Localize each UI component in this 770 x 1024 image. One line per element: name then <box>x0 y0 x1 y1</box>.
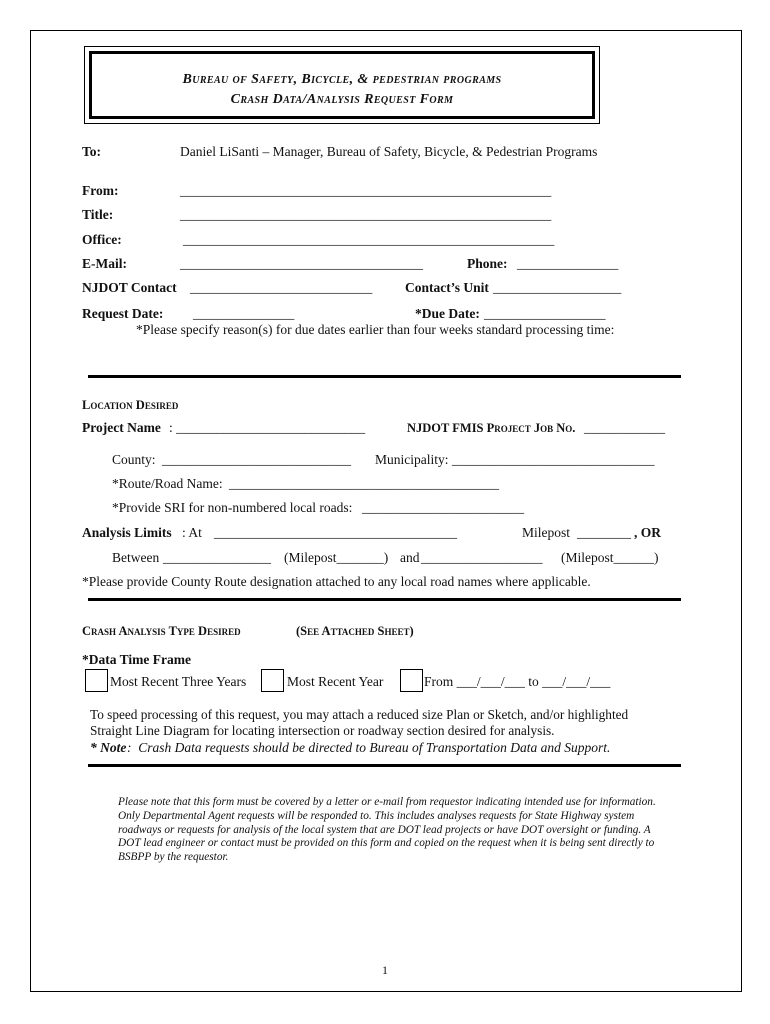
phone-field[interactable]: _______________ <box>517 256 619 271</box>
project-name-field[interactable]: : ____________________________ <box>169 420 366 435</box>
municipality-label: Municipality: <box>375 452 449 467</box>
three-years-label: Most Recent Three Years <box>110 674 247 689</box>
from-field[interactable]: _______________________________________________________ <box>180 183 552 198</box>
project-name-label: Project Name <box>82 420 161 435</box>
request-policy-note: Please note that this form must be covered by a letter or e-mail from requestor indicating intended use for information. Only Departmental Agent requests will be responded to. This includes analyses requests for State Highway system roadways or requests for analysis of the local system that are DOT lead projects or have DOT oversight or funding. A DOT lead engineer or contact must be provided on this form and copied on the request when it is being sent directly to BSBPP by the requestor. <box>118 796 656 864</box>
and-field[interactable]: __________________ <box>421 550 543 565</box>
bureau-title: Bureau of Safety, Bicycle, & pedestrian programs <box>182 72 502 87</box>
note-text: : Crash Data requests should be directed to Bureau of Transportation Data and Support. <box>127 740 611 755</box>
municipality-field[interactable]: ______________________________ <box>452 452 655 467</box>
speed-processing-text-2: Straight Line Diagram for locating intersection or roadway section desired for analysis. <box>90 723 555 738</box>
recent-year-label: Most Recent Year <box>287 674 384 689</box>
njdot-contact-label: NJDOT Contact <box>82 280 177 295</box>
location-heading: Location Desired <box>82 398 179 412</box>
email-label: E-Mail: <box>82 256 127 271</box>
section-divider <box>88 375 681 378</box>
milepost-field[interactable]: ________ <box>577 525 631 540</box>
speed-processing-text: To speed processing of this request, you may attach a reduced size Plan or Sketch, and/or highlighted <box>90 707 629 722</box>
form-title-box <box>84 46 600 124</box>
email-field[interactable]: ____________________________________ <box>180 256 423 271</box>
date-range-label: From ___/___/___ to ___/___/___ <box>424 674 611 689</box>
form-title: Crash Data/Analysis Request Form <box>230 92 454 107</box>
due-date-field[interactable]: __________________ <box>484 306 606 321</box>
njdot-contact-field[interactable]: ___________________________ <box>190 280 373 295</box>
date-range-checkbox[interactable] <box>400 669 423 692</box>
sri-field[interactable]: ________________________ <box>362 500 524 515</box>
request-date-field[interactable]: _______________ <box>193 306 295 321</box>
section-divider <box>88 598 681 601</box>
office-field[interactable]: _______________________________________________________ <box>183 232 555 247</box>
route-label: *Route/Road Name: <box>112 476 223 491</box>
due-date-note: *Please specify reason(s) for due dates earlier than four weeks standard processing time: <box>136 322 615 337</box>
see-attached-sheet: (See Attached Sheet) <box>296 624 414 638</box>
recent-year-checkbox[interactable] <box>261 669 284 692</box>
to-value: Daniel LiSanti – Manager, Bureau of Safety, Bicycle, & Pedestrian Programs <box>180 144 598 159</box>
phone-label: Phone: <box>467 256 508 271</box>
title-label: Title: <box>82 207 114 222</box>
analysis-limits-label: Analysis Limits <box>82 525 172 540</box>
request-date-label: Request Date: <box>82 306 164 321</box>
or-label: , OR <box>634 525 661 540</box>
crash-analysis-heading: Crash Analysis Type Desired <box>82 624 241 638</box>
contact-unit-label: Contact’s Unit <box>405 280 489 295</box>
section-divider <box>88 764 681 767</box>
sri-label: *Provide SRI for non-numbered local roads: <box>112 500 353 515</box>
analysis-at-field[interactable]: ____________________________________ <box>214 525 457 540</box>
milepost-end-field[interactable]: (Milepost______) <box>561 550 659 565</box>
between-label: Between <box>112 550 160 565</box>
milepost-label: Milepost <box>522 525 571 540</box>
county-route-note: *Please provide County Route designation attached to any local road names where applicable. <box>82 574 591 589</box>
route-field[interactable]: ________________________________________ <box>229 476 499 491</box>
analysis-at-label: : At <box>182 525 202 540</box>
from-label: From: <box>82 183 119 198</box>
data-time-frame-label: *Data Time Frame <box>82 652 191 667</box>
milepost-start-field[interactable]: (Milepost_______) <box>284 550 389 565</box>
county-label: County: <box>112 452 156 467</box>
and-label: and <box>400 550 420 565</box>
contact-unit-field[interactable]: ___________________ <box>493 280 622 295</box>
fmis-label: NJDOT FMIS Project Job No. <box>407 421 576 435</box>
note-label: * Note <box>90 740 127 755</box>
to-label: To: <box>82 144 102 159</box>
due-date-label: *Due Date: <box>415 306 480 321</box>
county-field[interactable]: ____________________________ <box>162 452 351 467</box>
page-number: 1 <box>382 963 388 977</box>
fmis-field[interactable]: ____________ <box>584 420 665 435</box>
three-years-checkbox[interactable] <box>85 669 108 692</box>
between-field[interactable]: ________________ <box>163 550 271 565</box>
office-label: Office: <box>82 232 122 247</box>
title-field[interactable]: _______________________________________________________ <box>180 207 552 222</box>
